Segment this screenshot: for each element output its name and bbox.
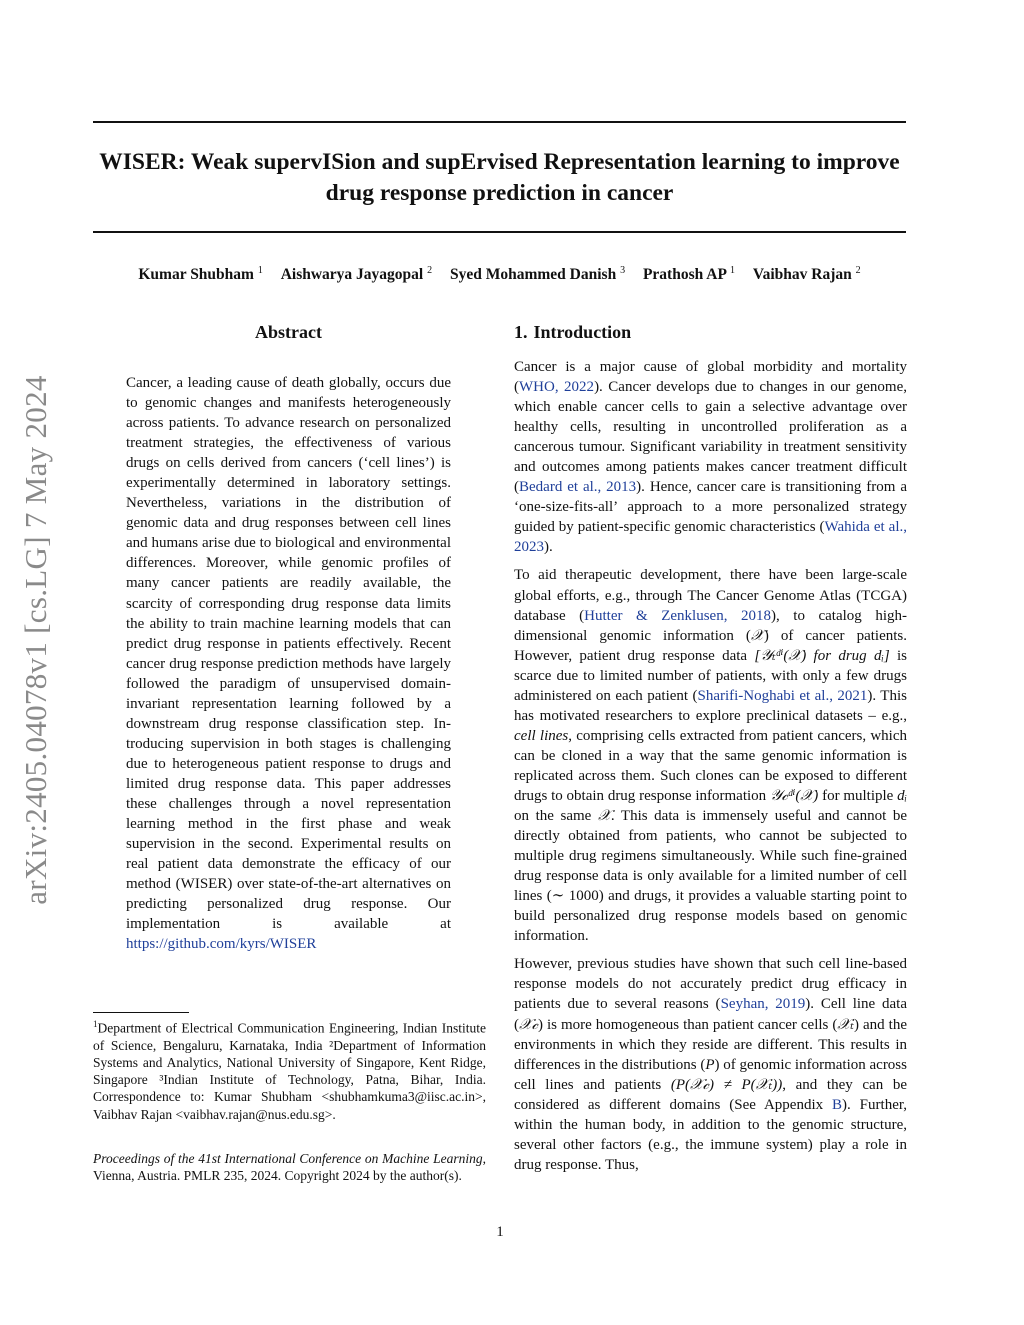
proceedings-note: Proceedings of the 41st International Conference on Machine Learning, Vienna, Austria. PMLR 235, 2024. Copyright 2024 by the author(s). [93, 1151, 486, 1184]
math-symbol: 𝒳ₜ [837, 1016, 854, 1033]
title-bottom-rule [93, 231, 906, 233]
math-symbol: 𝒳 [597, 808, 611, 825]
affiliation-footnote: $^1$Department of Electrical Communication Engineering, Indian Institute of Science, Bengaluru, Karnataka, India ²Department of Information Systems and Analytics, National University of Singapore, Kent Ridge, Singapore ³Indian Institute of Technology, Patna, Bihar, India. Correspondence to: Kumar Shubham <shubhamkuma3@iisc.ac.in>, Vaibhav Rajan <vaibhav.rajan@nus.edu.sg>. [93, 1019, 486, 1122]
citation-link[interactable]: Seyhan, 2019 [720, 996, 806, 1013]
citation-link[interactable]: Bedard et al., 2013 [519, 479, 637, 496]
section-number: 1. [514, 322, 528, 342]
math-expression: (P(𝒳𝒸) ≠ P(𝒳ₜ)) [670, 1076, 783, 1093]
citation-link[interactable]: Wahida et al., 2023 [514, 519, 907, 556]
abstract-text: Cancer, a leading cause of death globally, occurs due to genomic changes and manifests heterogeneously across patients. To advance research on personalized treatment strategies, the effectiveness of various drugs on cells derived from cancers (‘cell lines’) is experimentally determined in laboratory settings. Nevertheless, variations in the distribution of genomic data and drug responses between cell lines and humans arise due to biological and environmental differences. Moreover, while genomic profiles of many cancer patients are readily available, the scarcity of corresponding drug response data limits the ability to train machine learning models that can predict drug response in patients effectively. Recent cancer drug response prediction methods have largely followed the paradigm of unsupervised domain-invariant representation learning followed by a downstream drug response classification step. Introducing supervision in both stages is challenging due to heterogeneous patient response to drugs and limited drug response data. This paper addresses these challenges through a novel representation learning method in the first phase and weak supervision in the second. Experimental results on real patient data demonstrate the efficacy of our method (WISER) over state-of-the-art alternatives on predicting personalized drug response. Our implementation is available at [126, 375, 451, 933]
author: Syed Mohammed Danish $^3$ [449, 265, 626, 284]
citation-link[interactable]: WHO, 2022 [519, 379, 595, 396]
math-expression: [𝒴ₜᵈⁱ(𝒳) for drug dᵢ] [754, 647, 890, 664]
author: Vaibhav Rajan $^2$ [752, 265, 861, 284]
abstract-body [126, 373, 451, 954]
title-line-2: drug response prediction in cancer [325, 180, 674, 206]
citation-link[interactable]: Hutter & Zenklusen, 2018 [584, 607, 771, 624]
math-symbol: P [705, 1056, 715, 1073]
author-list [93, 265, 906, 284]
author: Prathosh AP $^1$ [642, 265, 735, 284]
emphasis-text: cell lines [514, 727, 569, 744]
citation-link[interactable]: Sharifi-Noghabi et al., 2021 [697, 687, 868, 704]
math-symbol: 𝒳𝒸 [519, 1016, 538, 1033]
math-symbol: 𝒳 [750, 627, 764, 644]
math-symbol: dᵢ [897, 787, 907, 804]
section-title: Introduction [533, 322, 632, 342]
intro-paragraph-1: Cancer is a major cause of global morbidity and mortality (WHO, 2022). Cancer develops due to changes in our genome, which enable cancer cells to gain a selective advantage over healthy cells, resulting in uncontrolled proliferation as a cancerous tumour. Significant variability in treatment sensitivity and outcomes among patients makes cancer treatment difficult (Bedard et al., 2013). Hence, cancer care is transitioning from a ‘one-size-fits-all’ approach to a more personalized strategy guided by patient-specific genomic characteristics (Wahida et al., 2023). [514, 359, 908, 556]
author: Aishwarya Jayagopal $^2$ [280, 265, 433, 284]
page-number: 1 [496, 1224, 504, 1240]
arxiv-id: arXiv:2405.04078v1 [cs.LG] 7 May 2024 [18, 375, 53, 905]
author: Kumar Shubham $^1$ [138, 265, 263, 284]
abstract-heading: Abstract [255, 322, 322, 342]
title-line-1: WISER: Weak supervISion and supErvised Representation learning to improve [99, 149, 900, 175]
intro-column [514, 357, 907, 1183]
appendix-link[interactable]: B [832, 1096, 843, 1113]
intro-paragraph-2: To aid therapeutic development, there have been large-scale global efforts, e.g., through The Cancer Genome Atlas (TCGA) database (Hutter & Zenklusen, 2018), to catalog high-dimensional genomic information (𝒳) of cancer patients. However, patient drug response data [𝒴ₜᵈⁱ(𝒳) for drug dᵢ] is scarce due to limited number of patients, with only a few drugs administered on each patient (Sharifi-Noghabi et al., 2021). This has motivated researchers to explore preclinical datasets – e.g., cell lines, comprising cells extracted from patient cancers, which can be cloned in a way that the same genomic information is replicated across them. Such clones can be exposed to different drugs to obtain drug response information 𝒴𝒸ᵈⁱ(𝒳) for multiple dᵢ on the same 𝒳. This data is immensely useful and cannot be directly obtained from patients, who cannot be subjected to multiple drug regimens simultaneously. While such fine-grained drug response data is only available for a limited number of cell lines (∼ 1000) and drugs, it provides a valuable starting point to build personalized drug response models based on genomic information. [514, 567, 907, 945]
footnote-mark: 1 [93, 1019, 98, 1029]
section-heading [514, 322, 631, 343]
intro-paragraph-3: However, previous studies have shown that such cell line-based response models do not accurately predict drug efficacy in patients due to several reasons (Seyhan, 2019). Cell line data (𝒳𝒸) is more homogeneous than patient cancer cells (𝒳ₜ) and the environments in which they reside are different. This results in differences in the distributions (P) of genomic information across cell lines and patients (P(𝒳𝒸) ≠ P(𝒳ₜ)), and they can be considered as different domains (See Appendix B). Further, within the human body, in addition to the genomic structure, several other factors (e.g., the immune system) play a role in drug response. Thus, [514, 956, 907, 1173]
math-expression: 𝒴𝒸ᵈⁱ(𝒳) [769, 787, 819, 804]
github-link[interactable]: https://github.com/kyrs/WISER [126, 936, 317, 953]
footnote-rule [93, 1012, 189, 1013]
paper-title [93, 147, 906, 209]
title-top-rule [93, 121, 906, 123]
